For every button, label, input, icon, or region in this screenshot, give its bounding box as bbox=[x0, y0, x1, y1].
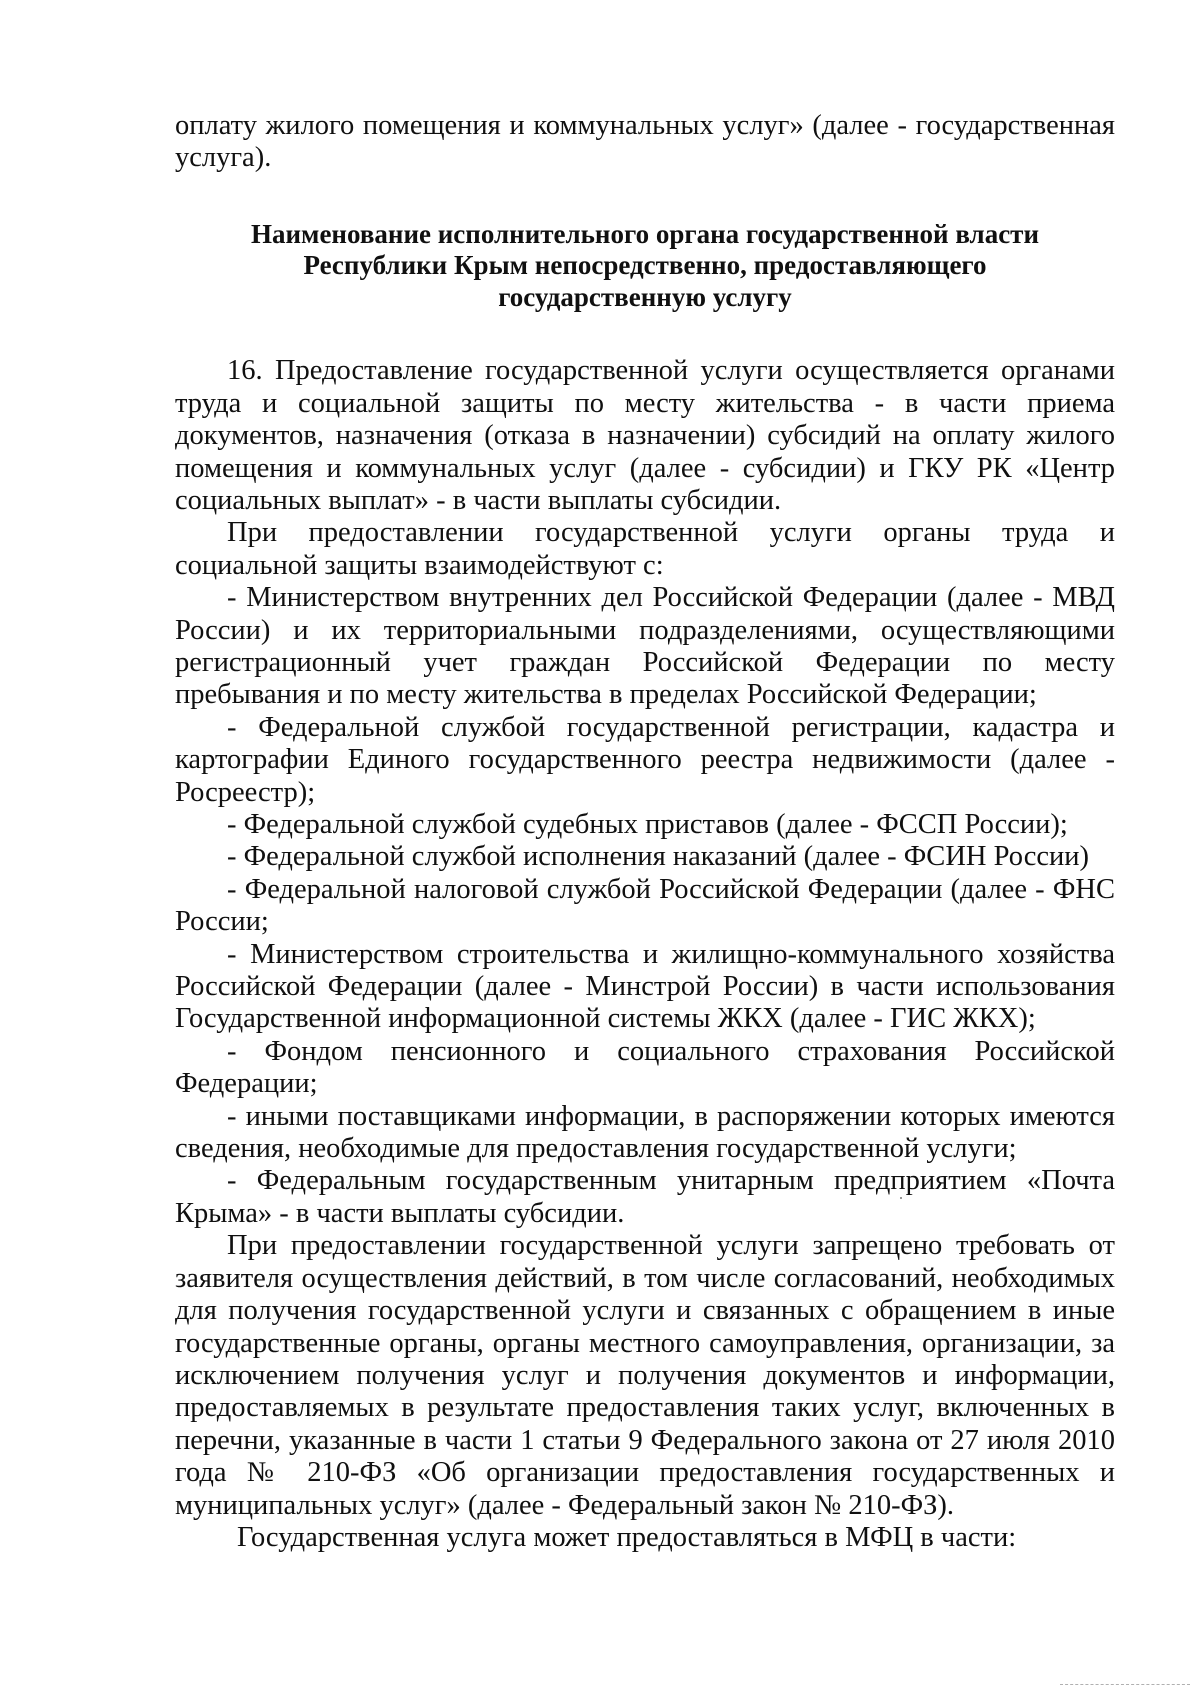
closing-paragraph: Государственная услуга может предоставляться в МФЦ в части: bbox=[237, 1521, 1017, 1553]
list-item-pension-fund: - Фондом пенсионного и социального страхования Российской Федерации; bbox=[175, 1035, 1115, 1100]
scan-edge-mark bbox=[1060, 1684, 1190, 1687]
heading-line-3: государственную услугу bbox=[498, 281, 792, 312]
paragraph-16: 16. Предоставление государственной услуги осуществляется органами труда и социальной защиты по месту жительства - в части приема документов, назначения (отказа в назначении) субсидий на оплату жилого помещения и коммунальных услуг (далее - субсидии) и ГКУ РК «Центр социальных выплат» - в части выплаты субсидии. bbox=[175, 355, 1115, 516]
section-heading bbox=[175, 219, 1115, 314]
list-item-minstroy: - Министерством строительства и жилищно-коммунального хозяйства Российской Федерации (далее - Минстрой России) в части использования Государственной информационной системы ЖКХ (далее - ГИС ЖКХ); bbox=[175, 938, 1115, 1035]
list-item-fsin: - Федеральной службой исполнения наказаний (далее - ФСИН России) bbox=[227, 841, 1089, 873]
paragraph-prohibition: При предоставлении государственной услуги запрещено требовать от заявителя осуществления действий, в том числе согласований, необходимых для получения государственной услуги и связанных с обращением в иные государственные органы, органы местного самоуправления, организации, за исключением получения услуг и получения документов и информации, предоставляемых в результате предоставления таких услуг, включенных в перечни, указанные в части 1 статьи 9 Федерального закона от 27 июля 2010 года № 210-ФЗ «Об организации предоставления государственных и муниципальных услуг» (далее - Федеральный закон № 210-ФЗ). bbox=[175, 1230, 1115, 1521]
document-body bbox=[175, 110, 1115, 1554]
list-item-fns: - Федеральной налоговой службой Российской Федерации (далее - ФНС России; bbox=[175, 873, 1115, 938]
list-item-rosreestr: - Федеральной службой государственной регистрации, кадастра и картографии Единого государственного реестра недвижимости (далее - Росреестр); bbox=[175, 711, 1115, 808]
list-item-fssp: - Федеральной службой судебных приставов (далее - ФССП России); bbox=[227, 809, 1068, 840]
paragraph-interaction-intro: При предоставлении государственной услуги органы труда и социальной защиты взаимодействуют с: bbox=[175, 517, 1115, 581]
scan-speck bbox=[900, 1197, 902, 1199]
list-item-post-crimea: - Федеральным государственным унитарным предприятием «Почта Крыма» - в части выплаты субсидии. bbox=[175, 1165, 1115, 1229]
list-item-other-providers: - иными поставщиками информации, в распоряжении которых имеются сведения, необходимые для предоставления государственной услуги; bbox=[175, 1100, 1115, 1165]
intro-paragraph: оплату жилого помещения и коммунальных услуг» (далее - государственная услуга). bbox=[175, 110, 1115, 174]
heading-line-2: Республики Крым непосредственно, предоставляющего bbox=[303, 250, 987, 281]
heading-line-1: Наименование исполнительного органа государственной власти bbox=[251, 218, 1039, 249]
list-item-mvd: - Министерством внутренних дел Российской Федерации (далее - МВД России) и их территориальными подразделениями, осуществляющими регистрационный учет граждан Российской Федерации по месту пребывания и по месту жительства в пределах Российской Федерации; bbox=[175, 582, 1115, 711]
